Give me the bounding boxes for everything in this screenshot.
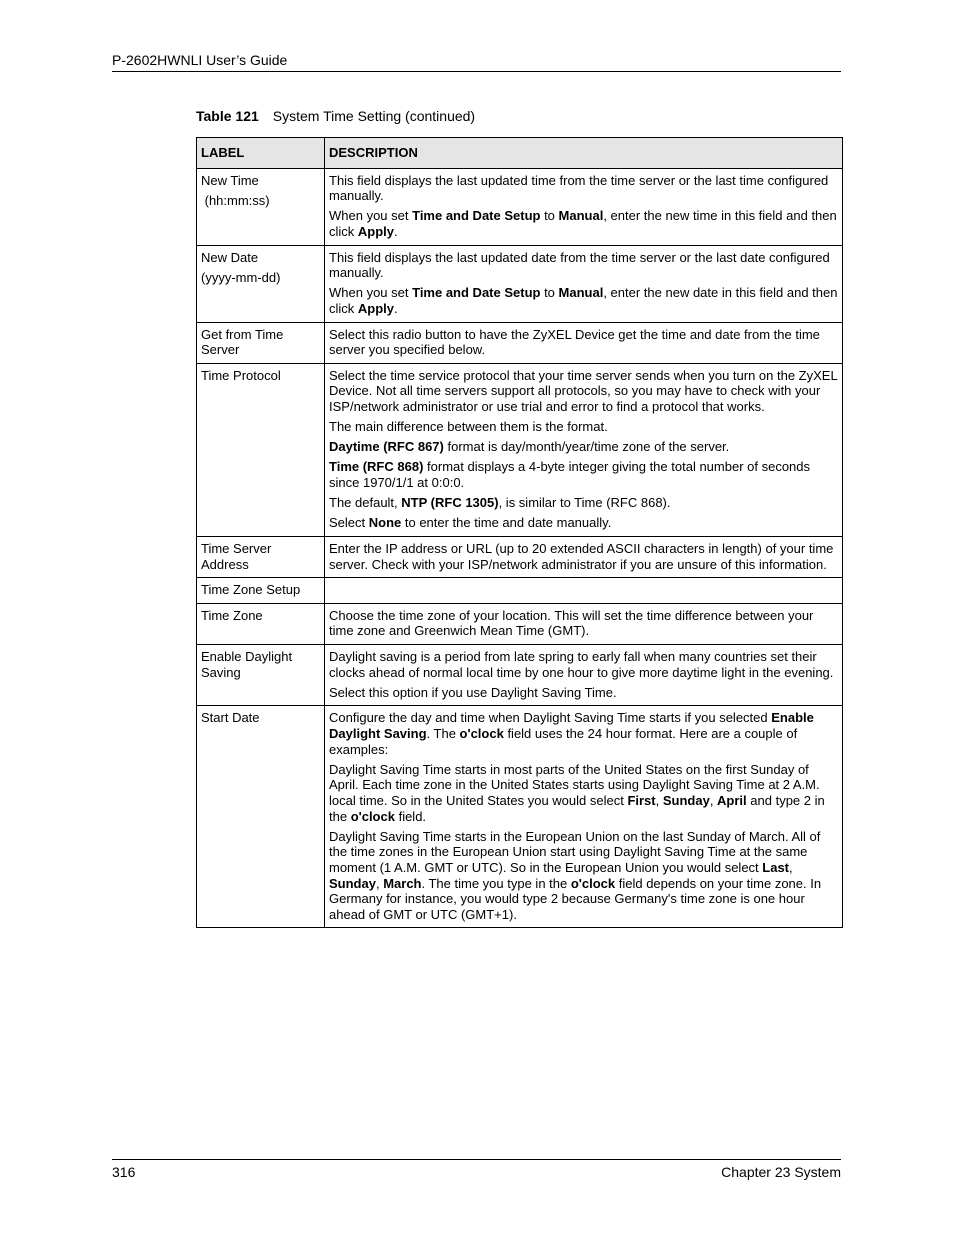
row-label: New Time — [201, 172, 259, 188]
row-description-cell — [325, 168, 843, 245]
description-text: format displays a 4-byte integer giving the total number of seconds since 1970/1/1 at 0:0:0. — [329, 459, 811, 491]
emphasized-term: March — [383, 875, 422, 891]
row-label-format: (hh:mm:ss) — [201, 193, 270, 209]
emphasized-term: o'clock — [459, 725, 504, 741]
description-text: Enter the IP address or URL (up to 20 extended ASCII characters in length) of your time server. Check with your ISP/network administrator if you are unsure of this information. — [329, 541, 834, 572]
row-label-cell — [197, 245, 325, 322]
row-label-cell — [197, 168, 325, 245]
description-text: Select the time service protocol that your time server sends when you turn on the ZyXEL Device. Not all time servers support all protocols, so you may have to check with your ISP/network administrator or use trial and error to find a protocol that works. — [329, 367, 838, 414]
description-paragraph — [329, 285, 840, 316]
description-text: . — [394, 223, 398, 239]
description-text: . The time you type in the — [421, 875, 571, 891]
page-footer — [112, 1159, 841, 1181]
description-text: , — [709, 792, 718, 808]
table-row — [197, 537, 843, 578]
description-text: format is day/month/year/time zone of the server. — [443, 439, 730, 455]
table-row — [197, 603, 843, 644]
emphasized-term: Sunday — [662, 792, 710, 808]
row-description-cell — [325, 706, 843, 928]
chapter-title: Chapter 23 System — [721, 1164, 841, 1180]
description-paragraph — [329, 459, 840, 490]
table-row — [197, 245, 843, 322]
table-number: Table 121 — [196, 108, 259, 124]
table-caption — [196, 107, 475, 125]
description-text: , is similar to Time (RFC 868). — [498, 495, 671, 511]
emphasized-term: Apply — [357, 223, 395, 239]
description-paragraph — [329, 541, 840, 572]
description-text: Daylight saving is a period from late spring to early fall when many countries set their clocks ahead of normal local time by one hour to give more daytime light in the evening. — [329, 649, 834, 680]
row-label: Time Zone — [201, 607, 263, 623]
description-text: , — [789, 859, 793, 875]
description-text: . — [394, 300, 398, 316]
description-paragraph — [329, 208, 840, 239]
table-header-row — [197, 138, 843, 169]
page-number: 316 — [112, 1164, 136, 1180]
guide-title: P-2602HWNLI User’s Guide — [112, 52, 288, 68]
row-description-cell — [325, 245, 843, 322]
description-text: field uses the 24 hour format. Here are a couple of examples: — [329, 725, 798, 757]
row-label: Time Protocol — [201, 367, 281, 383]
description-text: to — [540, 285, 559, 301]
system-time-table — [196, 137, 843, 928]
emphasized-term: Time and Date Setup — [412, 285, 541, 301]
row-label-cell — [197, 537, 325, 578]
description-text: to — [540, 208, 559, 224]
row-label: Start Date — [201, 710, 260, 726]
description-paragraph — [329, 495, 840, 511]
table-row — [197, 168, 843, 245]
emphasized-term: NTP (RFC 1305) — [401, 495, 499, 511]
description-paragraph — [329, 685, 840, 701]
description-paragraph — [329, 829, 840, 923]
emphasized-term: Sunday — [329, 875, 376, 891]
description-text: . The — [426, 725, 460, 741]
description-paragraph — [329, 439, 840, 455]
description-paragraph — [329, 762, 840, 824]
row-description-cell — [325, 645, 843, 706]
table-body — [197, 168, 843, 928]
row-label-cell — [197, 578, 325, 604]
row-label-format: (yyyy-mm-dd) — [201, 270, 281, 286]
description-text: Configure the day and time when Daylight Saving Time starts if you selected — [329, 710, 772, 726]
description-text: , enter the new time in this field and then click — [329, 208, 837, 239]
row-label: New Date — [201, 249, 259, 265]
description-paragraph — [329, 710, 840, 757]
emphasized-term: Enable Daylight Saving — [329, 710, 814, 741]
row-label-cell — [197, 322, 325, 363]
description-text: , enter the new date in this field and then click — [329, 285, 838, 316]
description-text: , — [375, 875, 384, 891]
row-description-cell — [325, 578, 843, 604]
emphasized-term: Apply — [357, 300, 395, 316]
description-text: When you set — [329, 285, 413, 301]
description-text: Select — [329, 515, 369, 531]
description-paragraph — [329, 419, 840, 435]
row-label: Enable Daylight Saving — [201, 649, 293, 680]
emphasized-term: Manual — [558, 285, 604, 301]
description-text: field. — [394, 808, 427, 824]
description-text: Daylight Saving Time starts in most parts of the United States on the first Sunday of April. Each time zone in the United States starts using Daylight Saving Time at 2 A.M. local time. So in the United States you would select — [329, 761, 820, 808]
emphasized-term: Daytime (RFC 867) — [329, 439, 444, 455]
emphasized-term: Last — [762, 859, 790, 875]
description-paragraph — [329, 250, 840, 281]
description-paragraph — [329, 368, 840, 415]
description-paragraph — [329, 608, 840, 639]
row-description-cell — [325, 322, 843, 363]
emphasized-term: First — [627, 792, 656, 808]
description-text: This field displays the last updated date from the time server or the last date configured manually. — [329, 249, 830, 281]
emphasized-term: o'clock — [350, 808, 395, 824]
emphasized-term: o'clock — [570, 875, 616, 891]
description-text: Choose the time zone of your location. This will set the time difference between your time zone and Greenwich Mean Time (GMT). — [329, 607, 814, 639]
description-text: Select this option if you use Daylight Saving Time. — [329, 684, 617, 700]
description-text: When you set — [329, 208, 413, 224]
emphasized-term: Time (RFC 868) — [329, 459, 424, 475]
emphasized-term: April — [717, 792, 747, 808]
description-paragraph — [329, 327, 840, 358]
description-text: field depends on your time zone. In Germany for instance, you would type 2 because Germany's time zone is one hour ahead of GMT or UTC (GMT+1). — [329, 875, 822, 922]
row-label: Time Zone Setup — [201, 582, 301, 598]
description-text: The default, — [329, 495, 402, 511]
row-label-cell — [197, 603, 325, 644]
description-text: , — [655, 792, 663, 808]
emphasized-term: Manual — [558, 208, 604, 224]
table-row — [197, 645, 843, 706]
row-label-cell — [197, 706, 325, 928]
row-description-cell — [325, 603, 843, 644]
table-row — [197, 706, 843, 928]
description-text: This field displays the last updated time from the time server or the last time configured manually. — [329, 172, 829, 204]
row-label: Get from Time Server — [201, 326, 284, 358]
table-row — [197, 322, 843, 363]
emphasized-term: None — [368, 515, 402, 531]
table-row — [197, 363, 843, 536]
table-title: System Time Setting (continued) — [272, 108, 476, 124]
column-header-description: DESCRIPTION — [325, 138, 843, 169]
description-text: and type 2 in the — [329, 792, 825, 824]
row-description-cell — [325, 537, 843, 578]
row-label-cell — [197, 645, 325, 706]
column-header-label: LABEL — [197, 138, 325, 169]
description-text: The main difference between them is the format. — [329, 419, 608, 435]
row-label: Time Server Address — [201, 541, 272, 572]
table-row — [197, 578, 843, 604]
description-text: to enter the time and date manually. — [401, 515, 612, 531]
description-text: Daylight Saving Time starts in the European Union on the last Sunday of March. All of the time zones in the European Union start using Daylight Saving Time at the same moment (1 A.M. GMT or UTC). So in the European Union you would select — [329, 828, 821, 875]
description-paragraph — [329, 173, 840, 204]
emphasized-term: Time and Date Setup — [412, 208, 541, 224]
description-paragraph — [329, 649, 840, 680]
row-description-cell — [325, 363, 843, 536]
description-paragraph — [329, 515, 840, 531]
row-label-cell — [197, 363, 325, 536]
description-text: Select this radio button to have the ZyXEL Device get the time and date from the time server you specified below. — [329, 326, 820, 358]
page-header — [112, 51, 841, 72]
